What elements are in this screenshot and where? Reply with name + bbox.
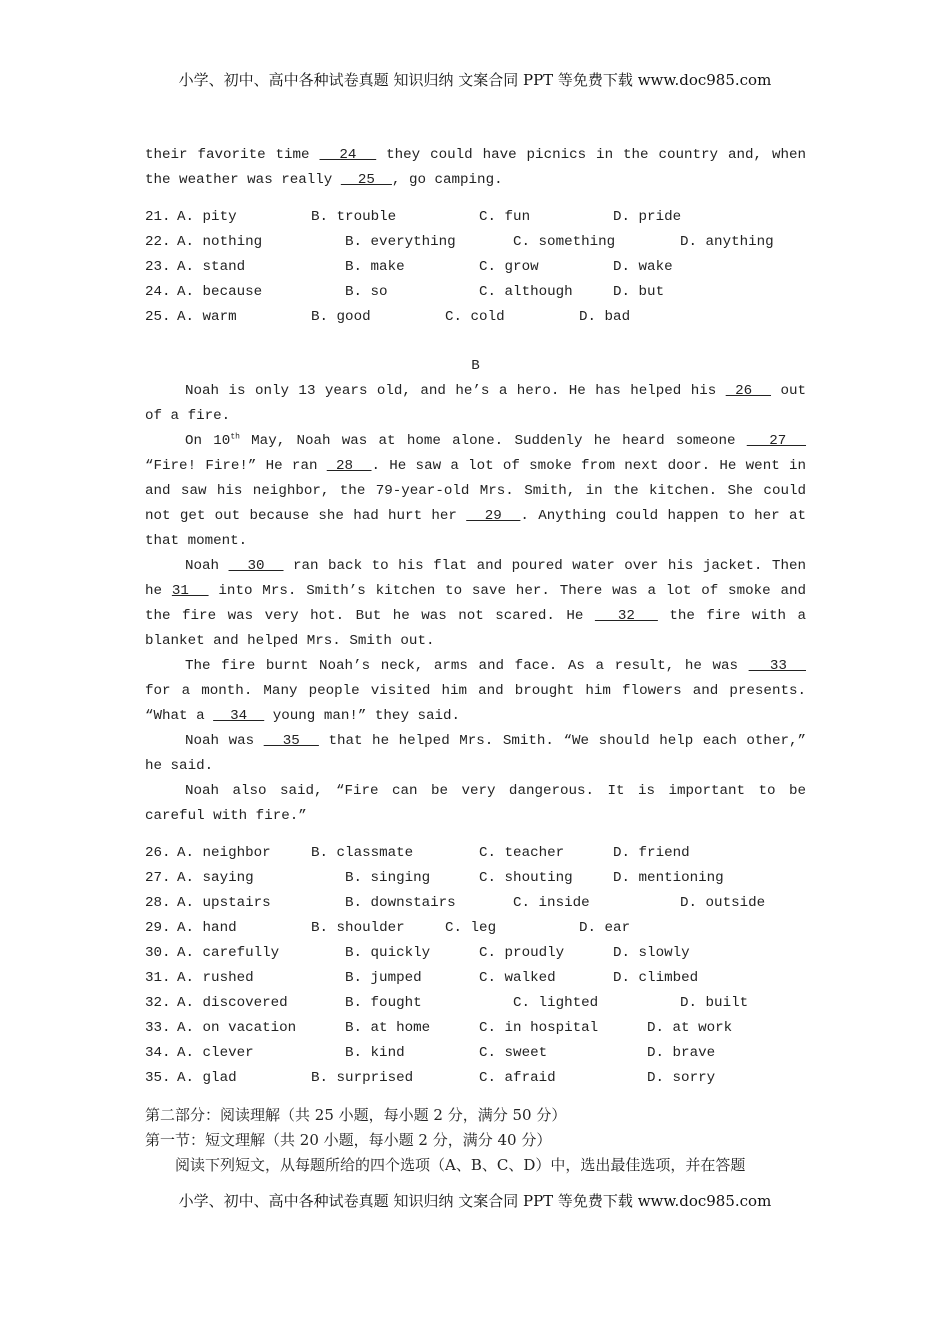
option-a: A. warm (177, 309, 237, 325)
question-row (145, 230, 806, 255)
question-row (145, 255, 806, 280)
paragraph-text: for a month. Many people visited him and brought him flowers and presents. “What a (145, 683, 806, 724)
option-d: D. wake (613, 259, 673, 275)
blank-28: 28 (326, 458, 372, 474)
question-row (145, 280, 806, 305)
question-number: 34. (145, 1045, 171, 1061)
option-b: B. so (345, 284, 388, 300)
paragraph-6 (145, 779, 806, 829)
option-d: D. but (613, 284, 665, 300)
question-row (145, 1041, 806, 1066)
paragraph-text: . He saw a lot of smoke from next door. He went in and saw his neighbor, the 79-year-old Mrs. Smith, in the kitchen. She could not get out because she had hurt her (145, 458, 807, 524)
paragraph-1 (145, 379, 806, 429)
option-a: A. clever (177, 1045, 254, 1061)
option-c: C. sweet (479, 1045, 548, 1061)
spacer (145, 330, 806, 354)
option-c: C. inside (513, 895, 590, 911)
option-d: D. sorry (647, 1070, 716, 1086)
paragraph-text: On 10 (185, 433, 231, 449)
paragraph-text: young man!” they said. (264, 708, 461, 724)
option-d: D. bad (579, 309, 631, 325)
option-c: C. shouting (479, 870, 573, 886)
paragraph-text: “Fire! Fire!” He ran (145, 458, 327, 474)
ordinal-suffix: th (230, 432, 240, 442)
option-c: C. although (479, 284, 573, 300)
option-d: D. anything (680, 234, 774, 250)
option-b: B. classmate (311, 845, 414, 861)
option-c: C. walked (479, 970, 556, 986)
option-b: B. everything (345, 234, 456, 250)
paragraph-4 (145, 654, 806, 729)
option-d: D. outside (680, 895, 766, 911)
section-b-title: B (471, 358, 480, 374)
question-row (145, 891, 806, 916)
option-a: A. because (177, 284, 263, 300)
passage-a-tail (145, 143, 806, 193)
blank-30: 30 (228, 558, 284, 574)
spacer (145, 1091, 806, 1103)
option-d: D. mentioning (613, 870, 724, 886)
paragraph-text: Noah is only 13 years old, and he’s a hero. He has helped his (185, 383, 726, 399)
part2-title: 第二部分：阅读理解（共 25 小题，每小题 2 分，满分 50 分） (145, 1106, 567, 1124)
option-c: C. leg (445, 920, 497, 936)
question-number: 22. (145, 234, 171, 250)
question-number: 25. (145, 309, 171, 325)
option-d: D. built (680, 995, 749, 1011)
option-b: B. downstairs (345, 895, 456, 911)
question-list-b (145, 841, 806, 1091)
option-c: C. cold (445, 309, 505, 325)
question-number: 31. (145, 970, 171, 986)
option-c: C. teacher (479, 845, 565, 861)
question-row (145, 841, 806, 866)
blank-26: 26 (725, 383, 772, 399)
blank-24: 24 (319, 147, 377, 163)
option-a: A. carefully (177, 945, 280, 961)
option-d: D. climbed (613, 970, 699, 986)
option-a: A. discovered (177, 995, 288, 1011)
blank-32: 32 (594, 608, 658, 624)
paragraph-text: the fire with a blanket and helped Mrs. Smith out. (145, 608, 806, 649)
question-row (145, 941, 806, 966)
paragraph-text: Noah was (185, 733, 264, 749)
blank-25: 25 (340, 172, 392, 188)
paragraph-text: Noah (185, 558, 229, 574)
option-b: B. kind (345, 1045, 405, 1061)
option-b: B. good (311, 309, 371, 325)
paragraph-text: May, Noah was at home alone. Suddenly he heard someone (239, 433, 747, 449)
question-number: 29. (145, 920, 171, 936)
question-number: 21. (145, 209, 171, 225)
blank-34: 34 (213, 708, 265, 724)
page-footer: 小学、初中、高中各种试卷真题 知识归纳 文案合同 PPT 等免费下载 www.doc985.com (178, 1192, 772, 1210)
option-a: A. stand (177, 259, 246, 275)
paragraph-5 (145, 729, 806, 779)
question-number: 28. (145, 895, 171, 911)
option-c: C. lighted (513, 995, 599, 1011)
option-a: A. upstairs (177, 895, 271, 911)
paragraph-text: Noah also said, “Fire can be very dangerous. It is important to be careful with fire.” (145, 783, 806, 824)
option-a: A. saying (177, 870, 254, 886)
paragraph-text: out of a fire. (145, 383, 806, 424)
option-d: D. friend (613, 845, 690, 861)
passage-a-text-1: their favorite time (145, 147, 320, 163)
option-c: C. grow (479, 259, 539, 275)
question-row (145, 1066, 806, 1091)
option-c: C. afraid (479, 1070, 556, 1086)
question-row (145, 991, 806, 1016)
question-row (145, 866, 806, 891)
option-a: A. neighbor (177, 845, 271, 861)
option-c: C. something (513, 234, 616, 250)
question-row (145, 205, 806, 230)
option-b: B. singing (345, 870, 431, 886)
paragraph-text: that he helped Mrs. Smith. “We should help each other,” he said. (145, 733, 806, 774)
option-b: B. fought (345, 995, 422, 1011)
option-a: A. rushed (177, 970, 254, 986)
option-a: A. pity (177, 209, 237, 225)
option-d: D. pride (613, 209, 682, 225)
option-b: B. make (345, 259, 405, 275)
blank-35: 35 (263, 733, 319, 749)
option-a: A. on vacation (177, 1020, 297, 1036)
option-a: A. nothing (177, 234, 263, 250)
option-d: D. ear (579, 920, 631, 936)
paragraph-text: ran back to his flat and poured water over his jacket. Then he (145, 558, 806, 599)
question-row (145, 305, 806, 330)
question-number: 27. (145, 870, 171, 886)
blank-27: 27 (746, 433, 807, 449)
option-c: C. fun (479, 209, 531, 225)
section1-title: 第一节：短文理解（共 20 小题，每小题 2 分，满分 40 分） (145, 1131, 552, 1149)
question-number: 33. (145, 1020, 171, 1036)
question-row (145, 966, 806, 991)
question-list-a (145, 205, 806, 330)
question-number: 23. (145, 259, 171, 275)
paragraph-text: into Mrs. Smith’s kitchen to save her. There was a lot of smoke and the fire was very hot. But he was not scared. He (145, 583, 807, 624)
question-number: 26. (145, 845, 171, 861)
passage-a-text-3: , go camping. (391, 172, 503, 188)
question-number: 24. (145, 284, 171, 300)
option-a: A. hand (177, 920, 237, 936)
blank-29: 29 (466, 508, 521, 524)
blank-31: 31 (171, 583, 209, 599)
option-b: B. trouble (311, 209, 397, 225)
option-d: D. at work (647, 1020, 733, 1036)
option-b: B. shoulder (311, 920, 405, 936)
option-d: D. slowly (613, 945, 690, 961)
passage-a-text-2: they could have picnics in the country and, when the weather was really (145, 147, 807, 188)
option-a: A. glad (177, 1070, 237, 1086)
question-row (145, 1016, 806, 1041)
spacer (145, 193, 806, 205)
question-number: 35. (145, 1070, 171, 1086)
question-row (145, 916, 806, 941)
option-b: B. surprised (311, 1070, 414, 1086)
page-header: 小学、初中、高中各种试卷真题 知识归纳 文案合同 PPT 等免费下载 www.doc985.com (178, 71, 772, 89)
paragraph-3 (145, 554, 806, 654)
spacer (145, 829, 806, 841)
question-number: 30. (145, 945, 171, 961)
option-c: C. in hospital (479, 1020, 599, 1036)
paragraph-text: The fire burnt Noah’s neck, arms and face. As a result, he was (185, 658, 749, 674)
exam-content (145, 143, 806, 1178)
option-b: B. jumped (345, 970, 422, 986)
instruction-text: 阅读下列短文，从每题所给的四个选项（A、B、C、D）中，选出最佳选项，并在答题 (175, 1156, 746, 1174)
option-d: D. brave (647, 1045, 716, 1061)
question-number: 32. (145, 995, 171, 1011)
option-b: B. at home (345, 1020, 431, 1036)
option-b: B. quickly (345, 945, 431, 961)
paragraph-2 (145, 429, 806, 554)
option-c: C. proudly (479, 945, 565, 961)
blank-33: 33 (748, 658, 806, 674)
paragraph-text: . Anything could happen to her at that moment. (145, 508, 806, 549)
